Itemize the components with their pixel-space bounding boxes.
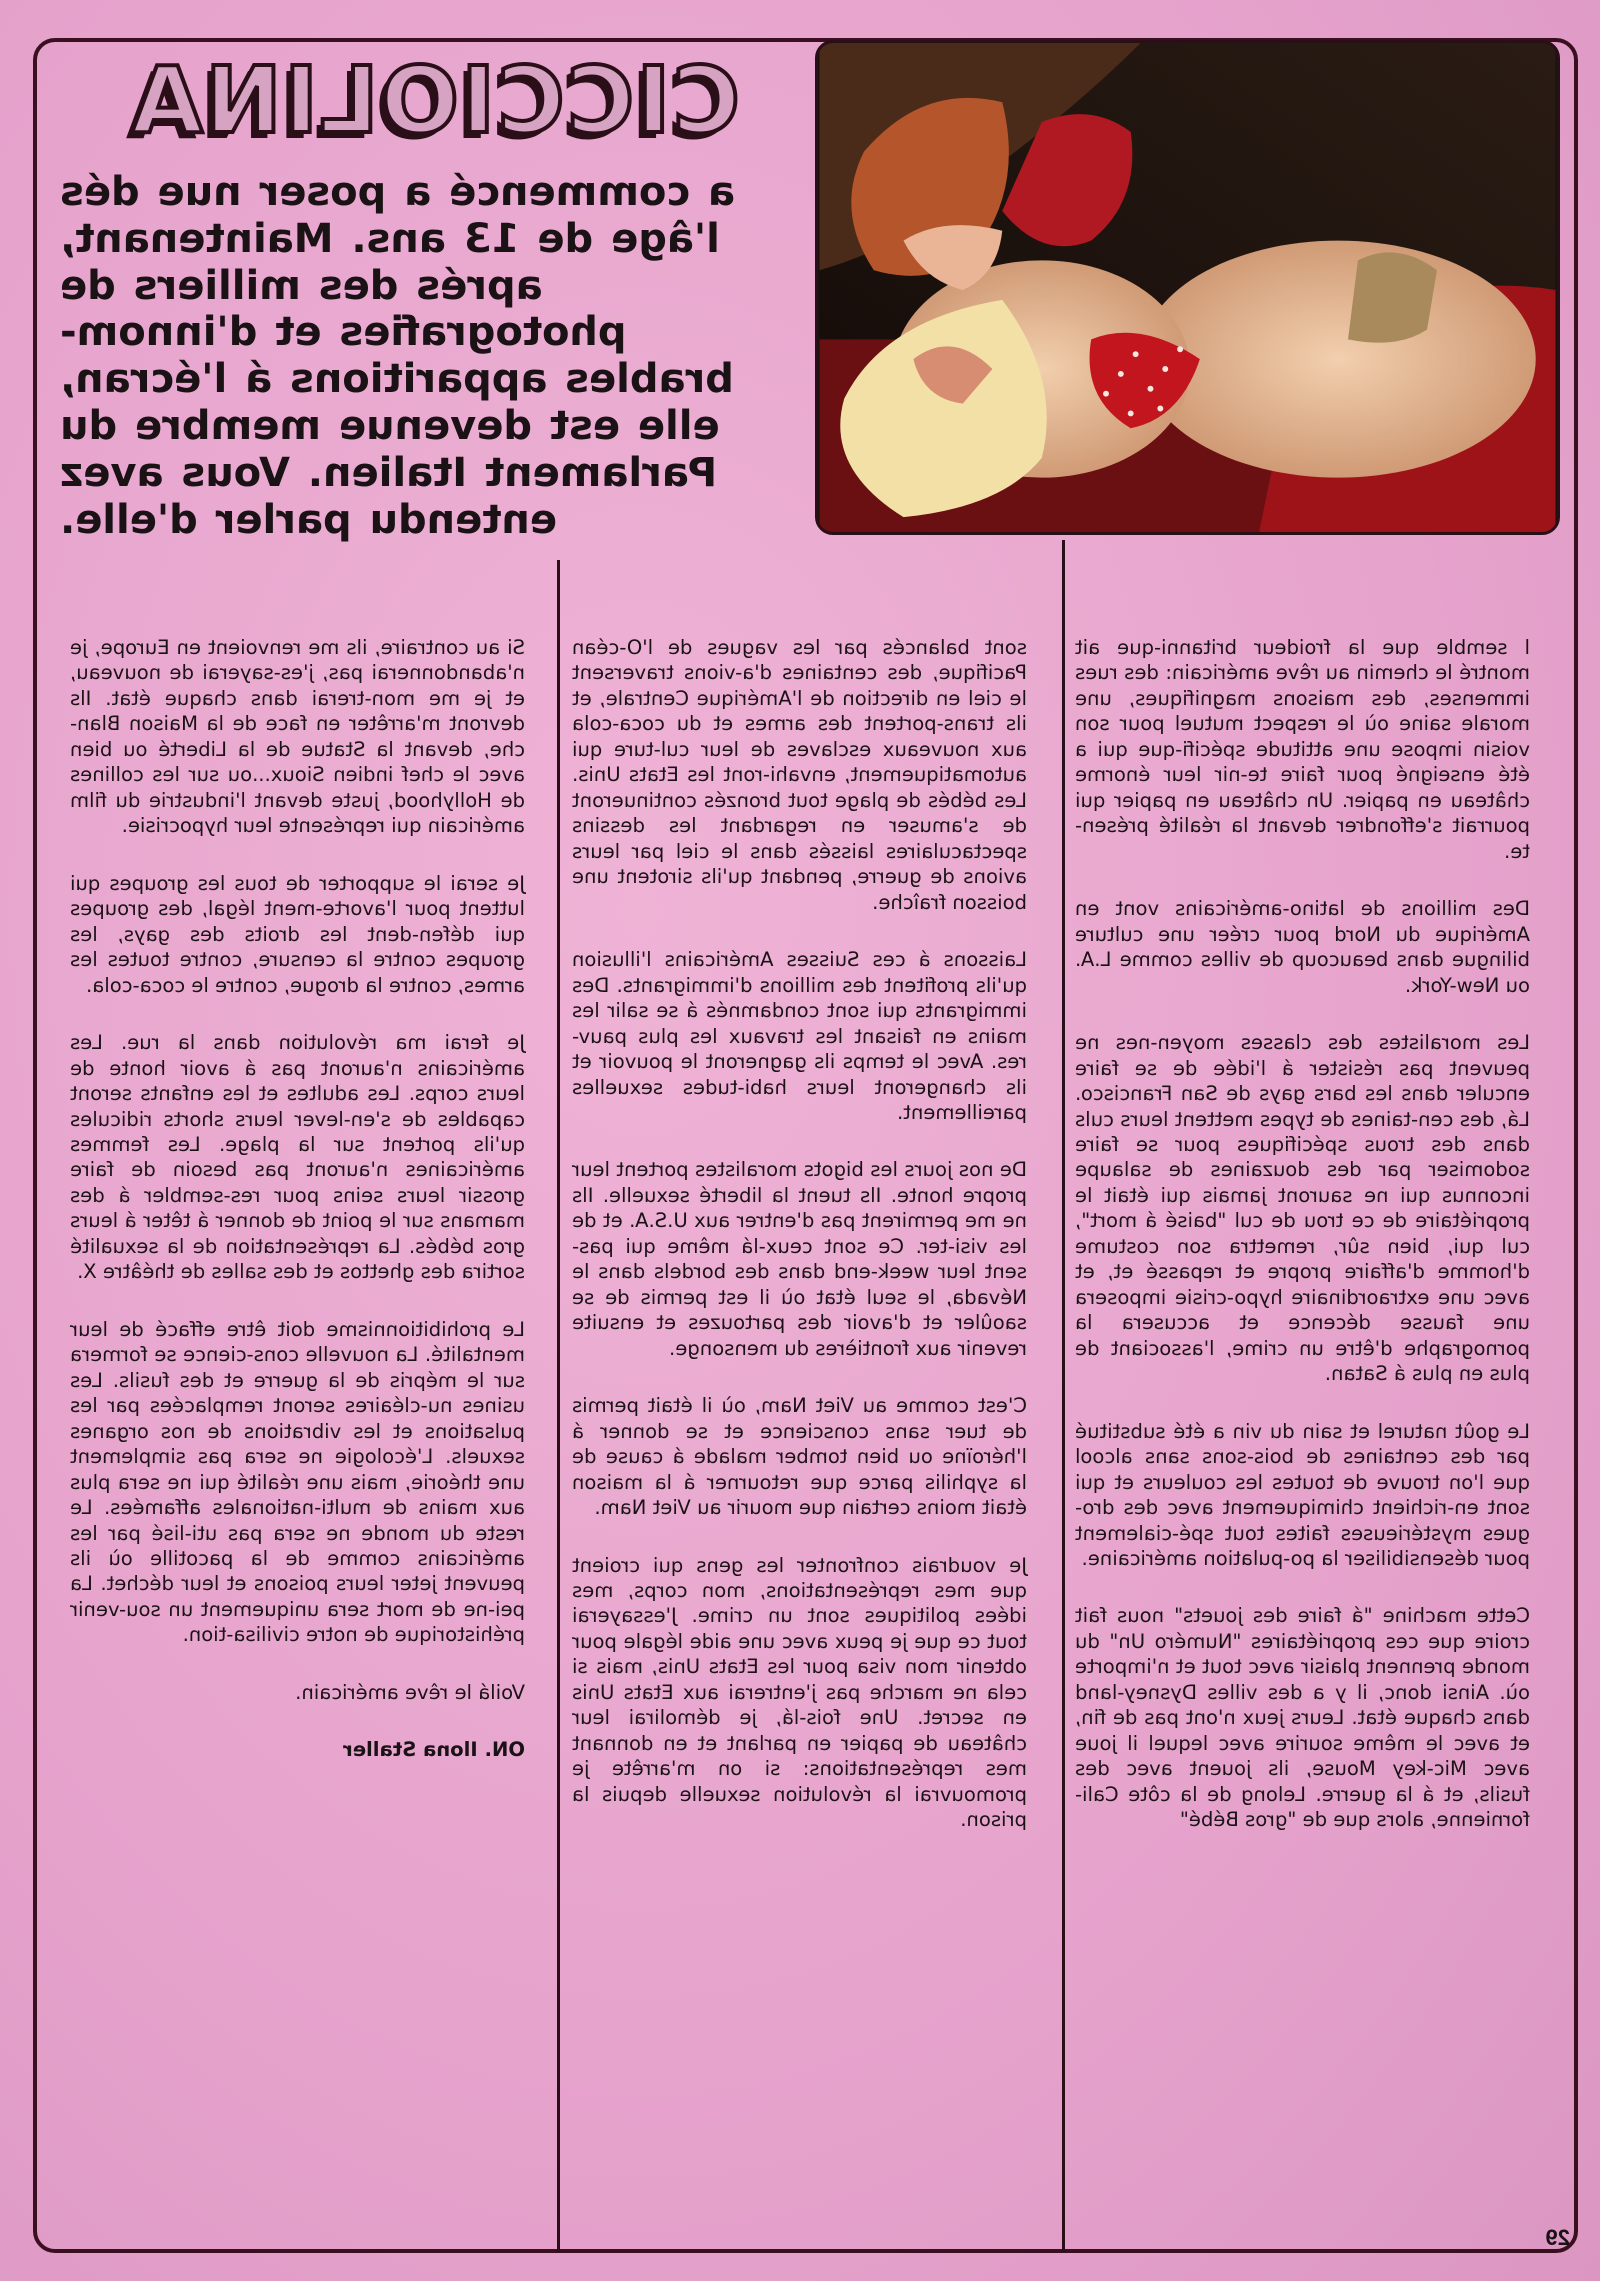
headline-block [50,47,780,543]
column-rule-right [557,560,560,2252]
article-column-2 [572,635,1027,1865]
paragraph: De nos jours les bigots moralistes portent leur propre honte. Ils tuent la liberté sexuelle. Ils ne me permirent pas d'entrer aux U.S.A. et de les visi-ter. Ce sont ceux-lá même qui pas-sent leur week-end dans des bordels dans le Névada, le seul état où il est permis de se saoûler et d'avoir des partouzes et ensuite revenir aux frontières du mensonge. [572,1158,1027,1360]
paragraph: Je voudrais confronter les gens qui croient que mes représentations, mon corps, mes idées politiques sont un crime. J'essayerai tout ce que je peux avec une aide légale pour obtenir mon visa pour les Etats Unis, mais si cela ne marche pas j'entrerai aux Etats Unis en secret. Une fois-lá, je démolirai leur château de papier en parlant et en donnant mes représentations: si on m'arrête je promouvrai la révolution sexuelle depuis la prison. [572,1553,1027,1832]
paragraph: Des millions de latino-américains vont en Amérique du Nord pour créer une culture bilingue dans beaucoup de villes comme L.A. ou New-York. [1075,897,1530,997]
paragraph: Je ferai ma révolution dans la rue. Les américains n'auront pas á avoir honte de leurs corps. Les adultes et les enfants seront capables de s'en-lever leurs shorts ridicules qu'ils portent sur la plage. Les femmes américaines n'auront pas besoin de faire grossir leurs seins pour res-sembler á des mamans sur le point de donner á têter á leurs gros bébés. La représentation de la sexualité sortira des ghettos et des salles de théâtre X. [70,1031,525,1284]
headline-lead: a commencé a poser nue dés l'âge de 13 ans. Maintenant, aprés des milliers de photografies et d'innom-brables apparitions á l'écran, elle est devenue membre du Parlament Italien. Vous avez entendu parler d'elle. [60,169,736,543]
page-number: 29 [1545,2225,1570,2250]
paragraph: sont balancés par les vagues de l'O-céan Pacifique, des centaines d'a-vions traversent le ciel en direction de l'Amérique Centrale, et ils trans-portent des armes et du coca-cola aux nouveaux esclaves de leur cul-ture qui automatiquement, envahi-ront les Etats Unis. Les bébés de plage tout bronzés continueront de s'amuser en regardant les dessins spectaculaires laissés dans le ciel par leurs avions de guerre, pendant qu'ils sirotent une boisson fraîche. [572,636,1027,914]
paragraph: Si au contraire, ils me renvoient en Europe, je n'abandonnerai pas, j'es-sayerai de nouveau, et je me mon-trerai dans chaque état. Ils devront m'arrêter en face de la Maison Blan-che, devant la Statue de la Liberté ou bien avec le chef indien Sioux...ou sur les collines de Hollyhood, juste devant l'industrie du film américain qui représente leur hypocrisie. [70,636,525,838]
column-rule-left [1062,540,1065,2252]
paragraph: Le prohibitionnisme doit être effacé de leur mentalité. La nouvelle cons-cience se formera sur le mépris de la guerre et des fusils. Les usines nu-cléaires seront remplacées par les pulsations et les vibrations de nos organes sexuels. L'écologie ne sera pas simplement une théorie, mais une réalité qui ne sera plus aux mains de multi-nationales affamées. Le reste du monde ne sera pas uti-lisé par les américains comme de la pacotille où ils peuvent jeter leurs poisons et leur déchet. La pei-ne de mort sera uniquement un sou-venir préhistorique de notre civilisa-tion. [70,1317,525,1647]
article-column-3 [70,635,525,1795]
article-column-1 [1075,635,1530,1865]
paragraph: Cette machine "á faire des jouets" nous fait croire que ces propriétaires "Numéro Un" du monde prennent plaisir avec tout et n'importe où. Ainsi donc, il y a des villes Dysney-land dans chaque état. Leurs jeux n'ont pas de fin, et avec le même sourire avec lequel il joue avec Mic-key Mouse, ils jouent avec des fusils, et á la guerre. Lelong de la côte Cali-fornienne, alors que de "gros Bébé" [1075,1604,1530,1832]
paragraph: Laissons á ces Suisses Américains l'illusion qu'ils profitent des millions d'immigrants. Des immigrants qui sont condamnés á se salir les mains en faisant les travaux les plus pauv-res. Avec le temps ils gagneront le pouvoir et ils changeront leurs habi-tudes sexuelles pareillement. [572,948,1027,1124]
photo-portrait-icon [818,43,1557,532]
photo [815,40,1560,535]
paragraph: Le goût naturel et sain du vin a été substitué par des centaines de bois-sons sans alcool que l'on trouve de toutes les couleurs et qui sont en-richient chimiquement avec des dro-gues mystérieuses faites tout spé-cialement pour désensibiliser la po-pulation américaine. [1075,1419,1530,1570]
paragraph: l semble que la froideur britanni-que ait montré le chemin au rêve américain: des rues immenses, des maisons magnifiques, une morale saine où le respect mutuel pour son voisin impose une attitude spécifi-que qui a été enseigné pour faire te-nir leur énorme château en papier. Un château en papier qui pourrait s'effondrer devant la réalité présen-te. [1075,636,1530,863]
paragraph: Je serai le supporter de tous les groupes qui luttent pour l'avorte-ment légal, des groupes qui défen-dent les droits des gays, les groupes contre la censure, contre toutes les armes, contre la drogue, contre le coca-cola. [70,871,525,997]
paragraph: Voilá le rêve américain. [295,1680,525,1704]
paragraph: C'est comme au Viet Nam, où il était permis de tuer sans conscience et se donner á l'héroïne ou bien tomber malade á cause de la syphilis parce que retourner á la maison était moins certain que mourir au Viet Nam. [572,1394,1027,1520]
signature: ON. Ilona Staller [343,1738,525,1762]
headline-title: CICCIOLINA [129,47,740,154]
paragraph: Les moralistes des classes moyen-nes ne peuvent pas résister á l'idée de se faire enculer dans les bars gays de San Francisco. Lá, des cen-taines de types mettent leurs culs dans des trous spécifiques pour se faire sodomiser par des douzaines de salaupe inconnus qui ne sauront jamais qui était le propriétaire de ce trou de cul "baisé á mort", cul qui, bien sûr, remettra son costume d'homme d'affaire propre et repassé et, et avec une extraordinaire hypo-crisie imposera une fausse décence et accusera la pornographe d'être un crime, l'associant de plus en plus á Satan. [1075,1031,1530,1386]
